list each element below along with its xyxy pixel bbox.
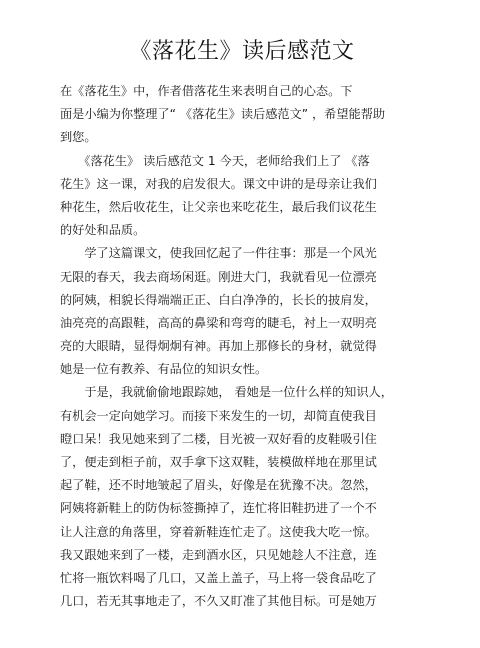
text-line: 了，便走到柜子前，双手拿下这双鞋，装模做样地在那里试: [60, 455, 377, 469]
text-line: 油亮亮的高跟鞋，高高的鼻梁和弯弯的睫毛，衬上一双明亮: [60, 315, 377, 330]
text-line: 瞪口呆！我见她来到了二楼，目光被一双好看的皮鞋吸引住: [60, 431, 377, 446]
text-line: 起了鞋，还不时地皱起了眉头，好像是在犹豫不决。忽然，: [60, 478, 377, 493]
text-line: 几口，若无其事地走了，不久又盯准了其他目标。可是她万: [60, 594, 377, 609]
text-line: 我又跟她来到了一楼，走到酒水区，只见她趁人不注意，连: [60, 547, 377, 562]
text-line: 她是一位有教养、有品位的知识女性。: [60, 362, 268, 377]
document-title: 《落花生》读后感范文: [129, 39, 355, 64]
text-line: 到您。: [60, 130, 97, 145]
text-line: 让人注意的角落里，穿着新鞋连忙走了。这使我大吃一惊。: [60, 524, 377, 539]
text-line: 于是，我就偷偷地跟踪她， 看她是一位什么样的知识人，: [60, 385, 393, 400]
paragraph-2: [60, 242, 424, 381]
text-line: 亮的大眼睛，显得炯炯有神。再加上那修长的身材，就觉得: [60, 339, 377, 354]
text-line: 阿姨将新鞋上的防伪标签撕掉了，连忙将旧鞋扔进了一个不: [60, 501, 377, 516]
text-line: 种花生，然后收花生，让父亲也来吃花生，最后我们议花生: [60, 199, 377, 214]
text-line: 的阿姨，相貌长得端端正正、白白净净的，长长的披肩发，: [60, 292, 377, 307]
text-line: 花生》这一课，对我的启发很大。课文中讲的是母亲让我们: [60, 176, 377, 191]
paragraph-3: [60, 381, 424, 613]
text-line: 面是小编为你整理了“ 《落花生》读后感范文” ，希望能帮助: [60, 107, 386, 122]
text-line: 有机会一定向她学习。而接下来发生的一切，却简直使我目: [60, 408, 377, 423]
text-line: 《落花生》 读后感范文 1 今天，老师给我们上了 《落: [60, 153, 370, 168]
text-line: 忙将一瓶饮料喝了几口，又盖上盖子，马上将一袋食品吃了: [60, 570, 377, 585]
paragraph-intro: [60, 80, 424, 150]
text-line: 学了这篇课文，使我回忆起了一件往事：那是一个风光: [60, 246, 377, 261]
paragraph-1: [60, 150, 424, 243]
text-line: 的好处和品质。: [60, 223, 146, 238]
text-line: 在《落花生》中，作者借落花生来表明自己的心态。下: [60, 84, 353, 98]
text-line: 无限的春天，我去商场闲逛。刚进大门，我就看见一位漂亮: [60, 269, 377, 284]
